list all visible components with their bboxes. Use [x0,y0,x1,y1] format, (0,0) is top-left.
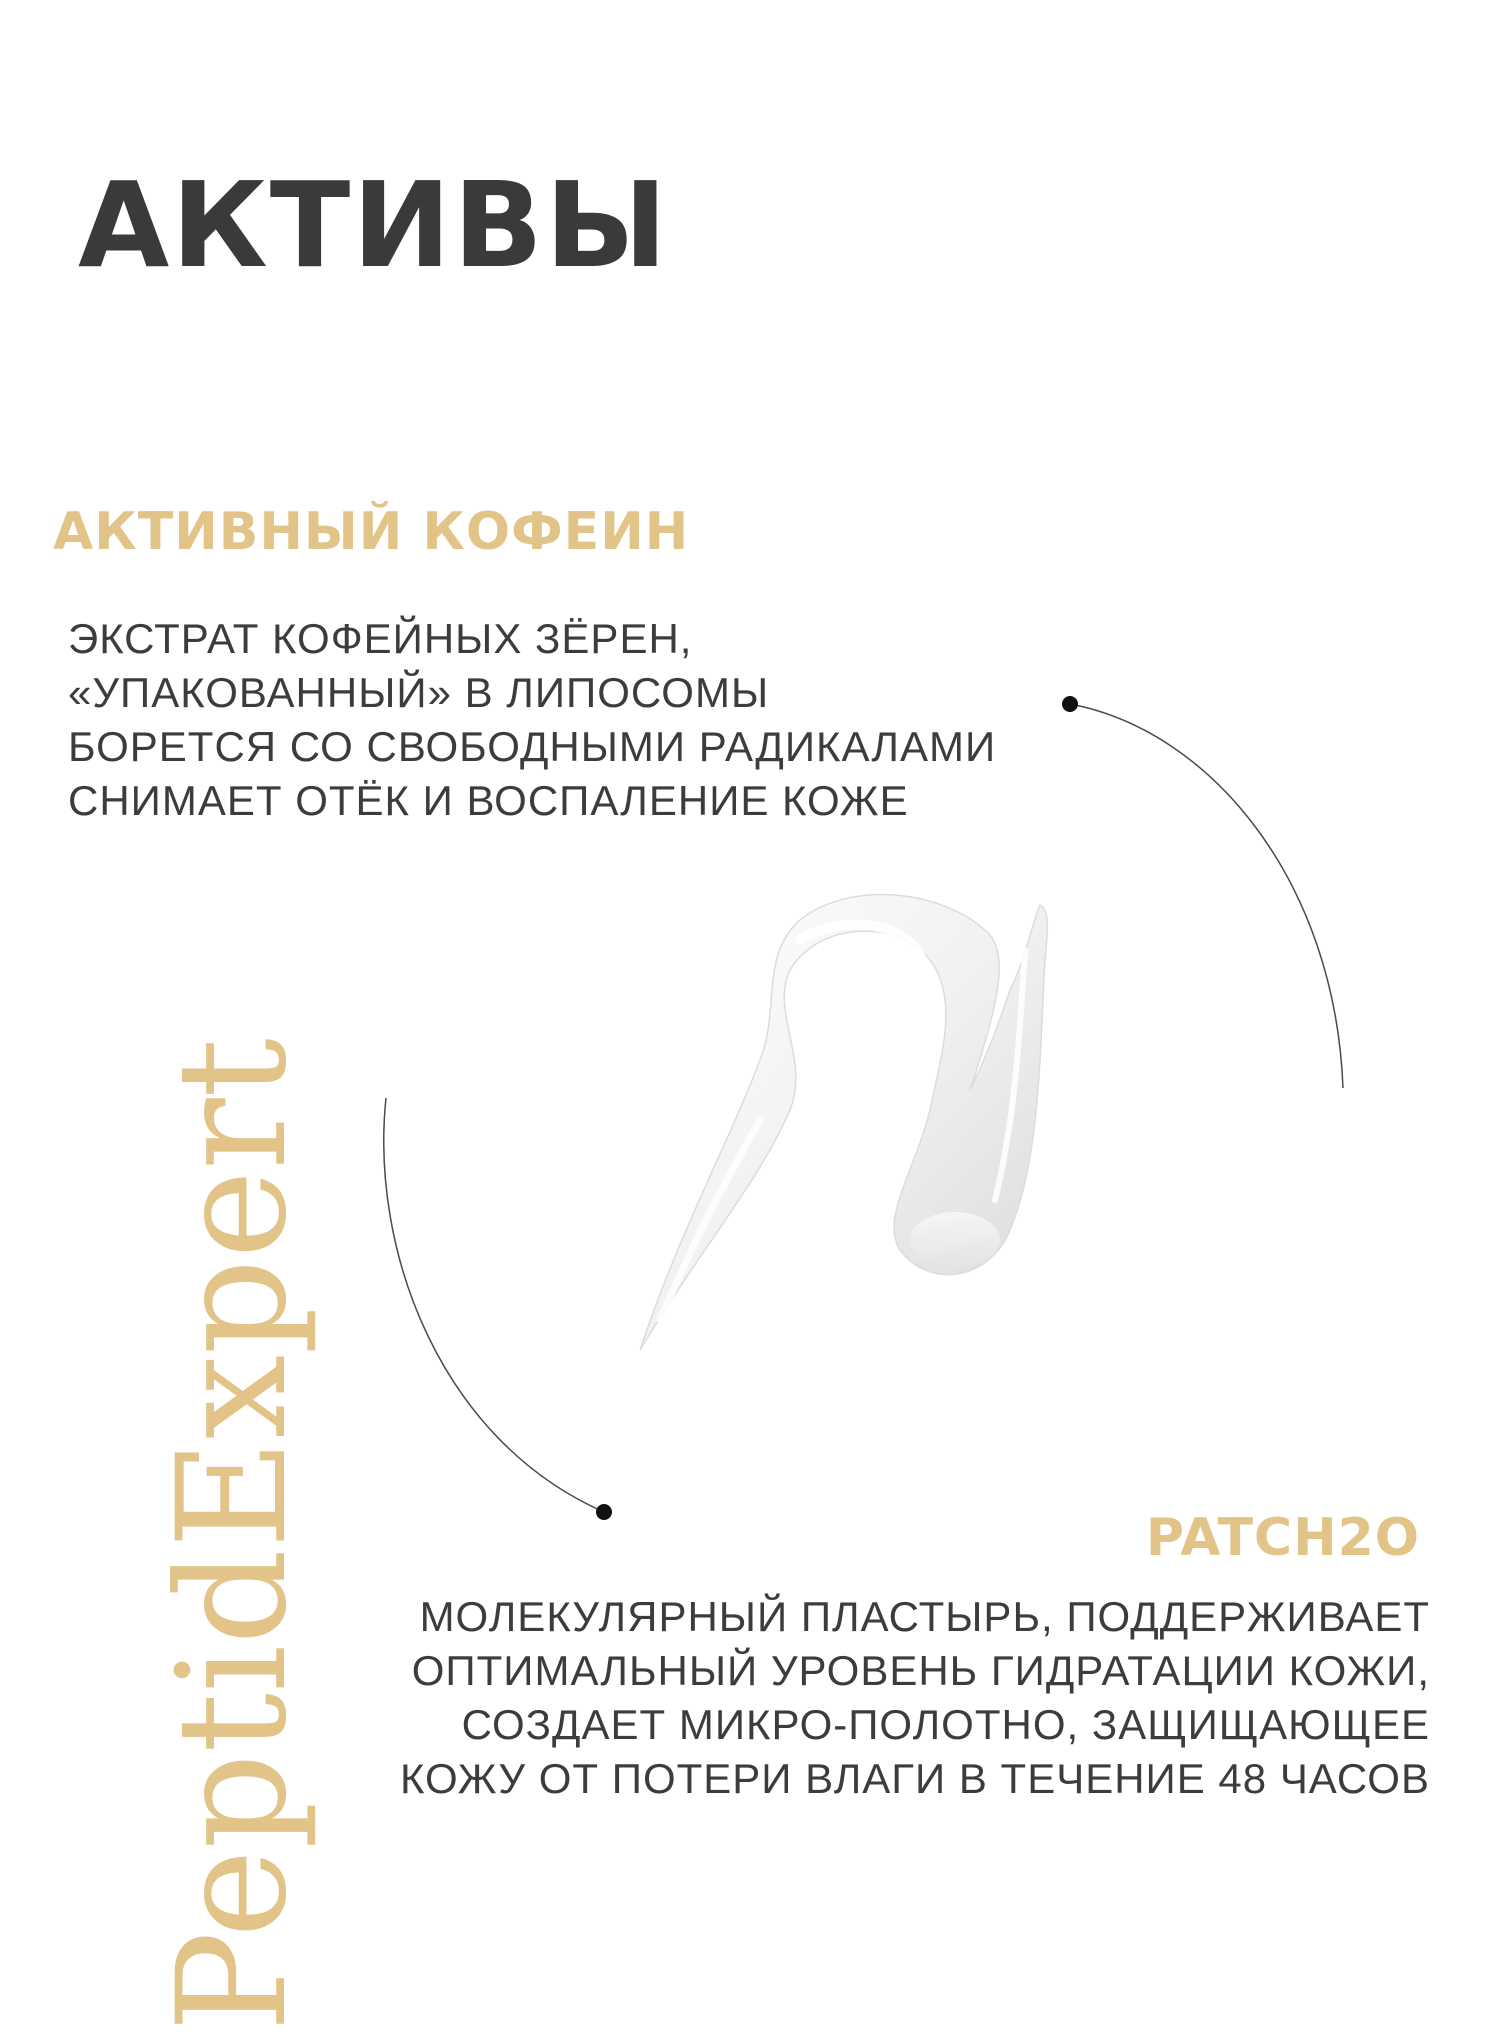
description-line: «УПАКОВАННЫЙ» В ЛИПОСОМЫ [68,669,770,716]
brand-logo-vertical: PeptidExpert [146,1037,320,2032]
connector-dot-bottom [596,1504,612,1520]
description-line: КОЖУ ОТ ПОТЕРИ ВЛАГИ В ТЕЧЕНИЕ 48 ЧАСОВ [399,1755,1430,1802]
description-line: СОЗДАЕТ МИКРО-ПОЛОТНО, ЗАЩИЩАЮЩЕЕ [461,1701,1430,1748]
section-description-patch2o [400,1590,1430,1806]
description-line: ЭКСТРАТ КОФЕЙНЫХ ЗЁРЕН, [68,615,693,662]
section-heading-caffeine: АКТИВНЫЙ КОФЕИН [53,502,690,562]
connector-arc-bottom [384,1098,604,1512]
cream-swatch-image [640,895,1047,1350]
description-line: МОЛЕКУЛЯРНЫЙ ПЛАСТЫРЬ, ПОДДЕРЖИВАЕТ [419,1593,1430,1640]
description-line: ОПТИМАЛЬНЫЙ УРОВЕНЬ ГИДРАТАЦИИ КОЖИ, [411,1647,1430,1694]
section-description-caffeine [68,612,996,828]
connector-dot-top [1062,696,1078,712]
page-title: АКТИВЫ [78,156,670,294]
connector-arc-top [1070,704,1343,1088]
description-line: БОРЕТСЯ СО СВОБОДНЫМИ РАДИКАЛАМИ [68,723,997,770]
section-heading-patch2o: PATCH2O [1145,1508,1420,1568]
description-line: СНИМАЕТ ОТЁК И ВОСПАЛЕНИЕ КОЖЕ [68,777,909,824]
